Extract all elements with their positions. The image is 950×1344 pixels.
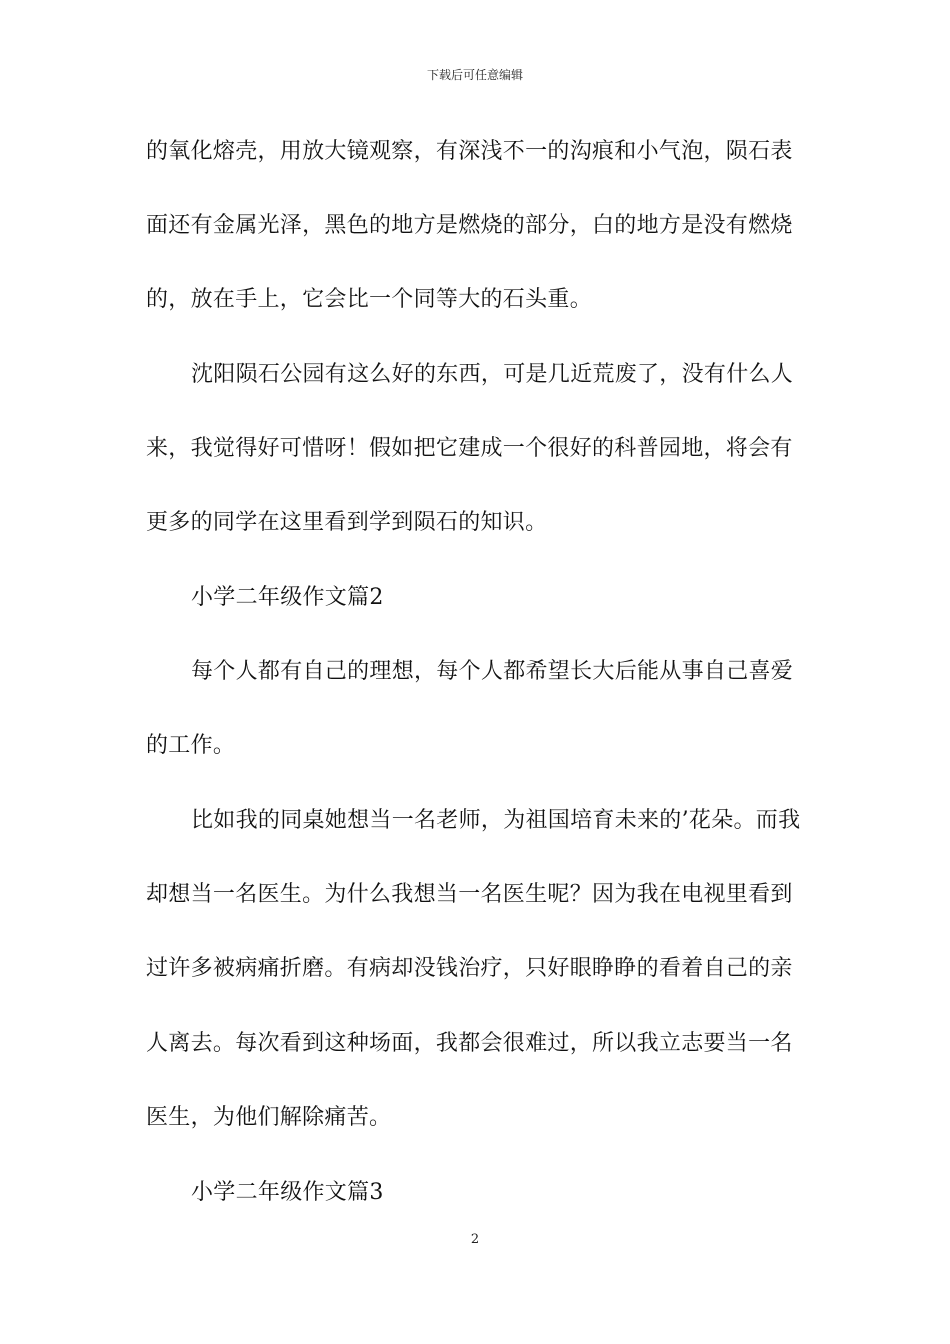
paragraph-line: 的工作。: [146, 733, 236, 758]
paragraph-line: 的，放在手上，它会比一个同等大的石头重。: [146, 287, 593, 312]
paragraph-line: 过许多被病痛折磨。有病却没钱治疗，只好眼睁睁的看着自己的亲: [146, 956, 793, 981]
paragraph-line: 沈阳陨石公园有这么好的东西，可是几近荒废了，没有什么人: [191, 362, 794, 387]
paragraph-line: 人离去。每次看到这种场面，我都会很难过，所以我立志要当一名: [146, 1031, 793, 1056]
paragraph-line: 更多的同学在这里看到学到陨石的知识。: [146, 510, 548, 535]
paragraph-line: 比如我的同桌她想当一名老师，为祖国培育未来的’花朵。而我: [191, 808, 801, 833]
paragraph-line: 的氧化熔壳，用放大镜观察，有深浅不一的沟痕和小气泡，陨石表: [146, 139, 793, 164]
paragraph-line: 每个人都有自己的理想，每个人都希望长大后能从事自己喜爱: [191, 659, 794, 684]
page-header: 下载后可任意编辑: [426, 68, 523, 82]
paragraph-line: 面还有金属光泽，黑色的地方是燃烧的部分，白的地方是没有燃烧: [146, 213, 793, 238]
section-heading: 小学二年级作文篇3: [191, 1180, 384, 1205]
page-number: 2: [470, 1232, 480, 1247]
paragraph-line: 来，我觉得好可惜呀！假如把它建成一个很好的科普园地，将会有: [146, 436, 793, 461]
paragraph-line: 却想当一名医生。为什么我想当一名医生呢？因为我在电视里看到: [146, 882, 793, 907]
paragraph-line: 医生，为他们解除痛苦。: [146, 1105, 392, 1130]
section-heading: 小学二年级作文篇2: [191, 585, 384, 610]
